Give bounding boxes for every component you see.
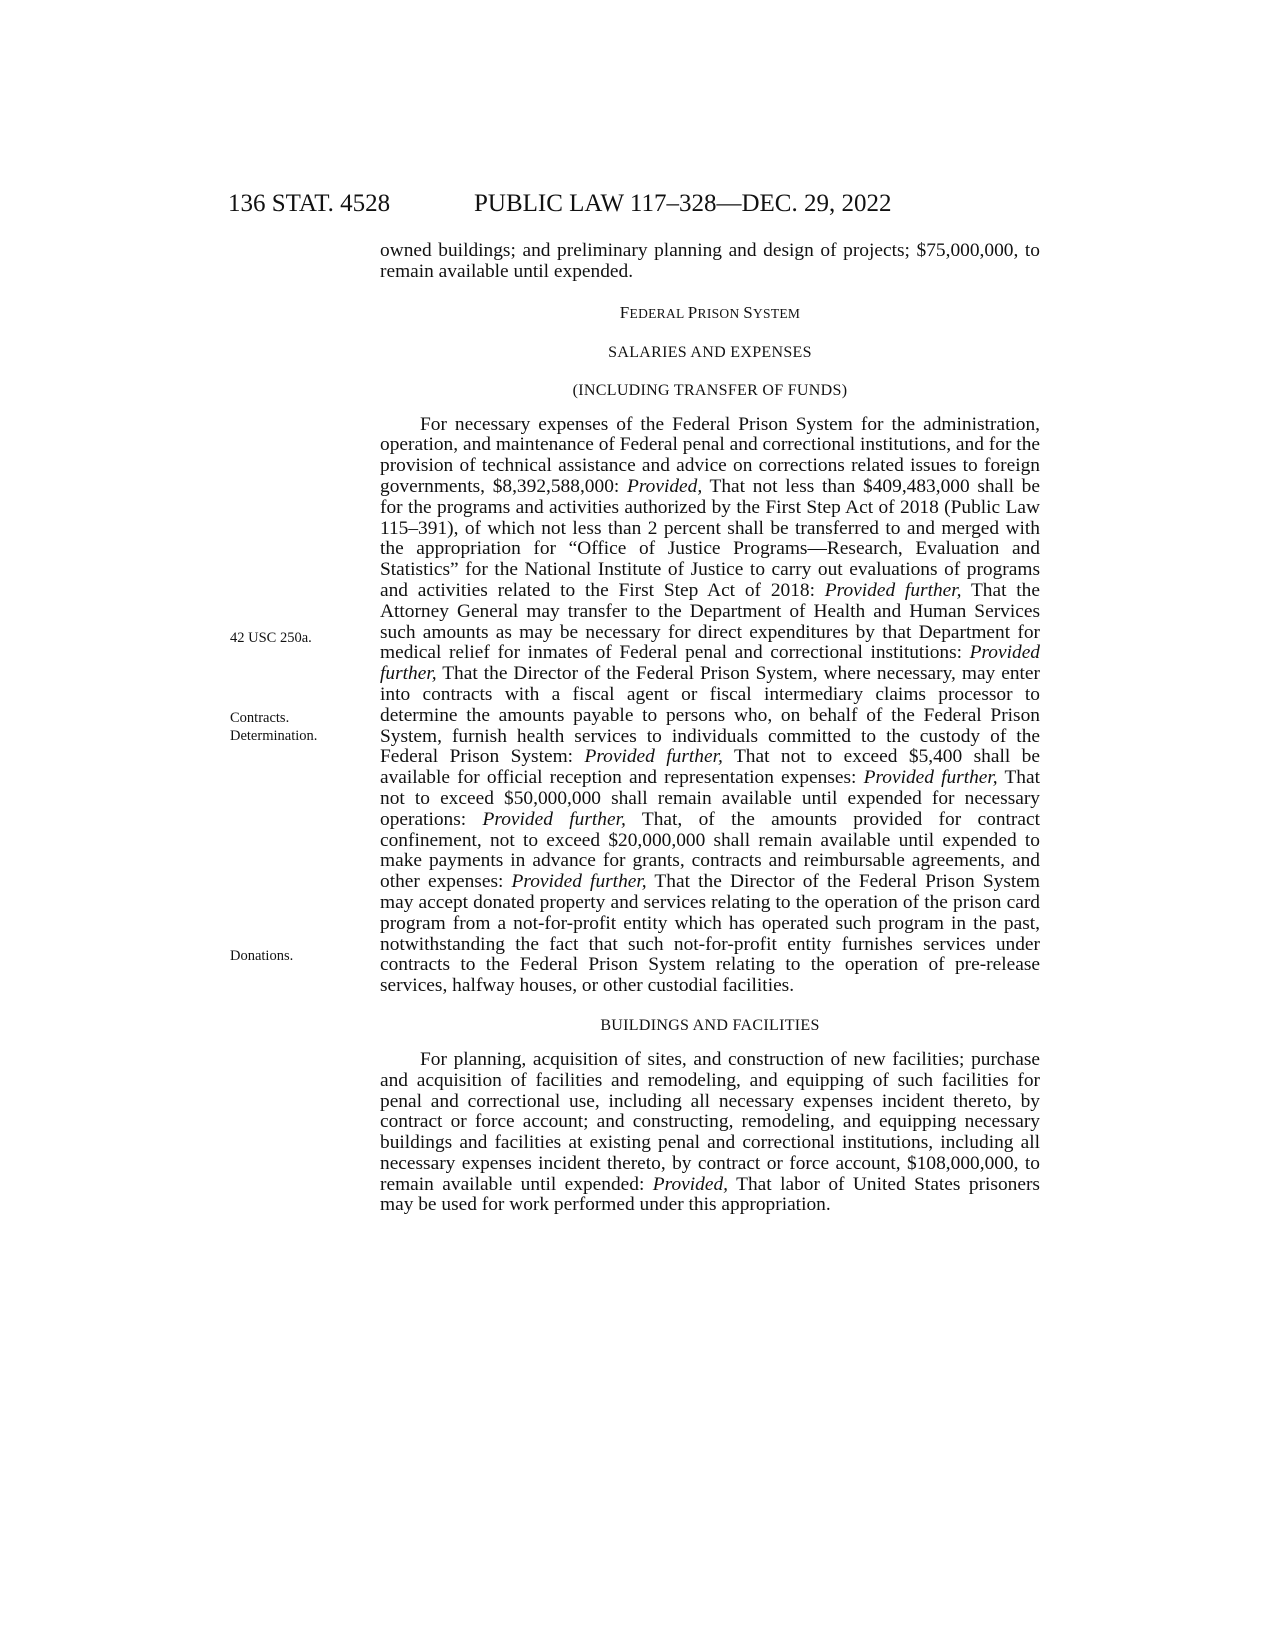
margin-note-contracts: Contracts. [230,710,290,726]
public-law-title: PUBLIC LAW 117–328—DEC. 29, 2022 [474,190,892,217]
stat-reference: 136 STAT. 4528 [228,190,391,217]
running-head [228,188,1040,224]
proviso: Provided further, [482,808,626,830]
body-column [380,241,1040,1216]
heading-buildings-and-facilities: BUILDINGS AND FACILITIES [600,1016,820,1034]
heading-federal-prison-system: FEDERAL PRISON SYSTEM [619,302,801,322]
salaries-and-expenses-paragraph: For necessary expenses of the Federal Prison System for the administration, operation, and maintenance of Federal penal and correctional institutions, and for the provision of technical assistance and advice on corrections related issues to foreign governments, $8,392,588,000: Provided, That not less than $409,483,000 shall be for the programs and activities authorized by the First Step Act of 2018 (Public Law 115–391), of which not less than 2 percent shall be transferred to and merged with the appropriation for “Office of Justice Programs—Research, Evaluation and Statistics” for the National Institute of Justice to carry out evaluations of programs and activities related to the First Step Act of 2018: Provided further, That the Attorney General may transfer to the Department of Health and Human Services such amounts as may be necessary for direct expenditures by that Department for medical relief for inmates of Federal penal and correctional institutions: Provided further, That the Director of the Federal Prison System, where necessary, may enter into contracts with a fiscal agent or fiscal intermediary claims processor to determine the amounts payable to persons who, on behalf of the Federal Prison System, furnish health services to individuals committed to the custody of the Federal Prison System: Provided further, That not to exceed $5,400 shall be available for official reception and representation expenses: Provided further, That not to exceed $50,000,000 shall remain available until expended for necessary operations: Provided further, That, of the amounts provided for contract confinement, not to exceed $20,000,000 shall remain available until expended to make payments in advance for grants, contracts and reimbursable agreements, and other expenses: Provided further, That the Director of the Federal Prison System may accept donated property and services relating to the operation of the prison card program from a not-for-profit entity which has operated such program in the past, notwithstanding the fact that such not-for-profit entity furnishes services under contracts to the Federal Prison System relating to the operation of pre-release services, halfway houses, or other custodial facilities. [380,413,1040,997]
buildings-and-facilities-paragraph: For planning, acquisition of sites, and construction of new facilities; purchase and acquisition of facilities and remodeling, and equipping of such facilities for penal and correctional use, including all necessary expenses incident thereto, by contract or force account; and constructing, remodeling, and equipping necessary buildings and facilities at existing penal and correctional institutions, including all necessary expenses incident thereto, by contract or force account, $108,000,000, to remain available until expended: Provided, That labor of United States prisoners may be used for work performed under this appropriation. [380,1048,1040,1216]
proviso: Provided further, [863,767,998,789]
proviso: Provided further, [511,871,647,893]
proviso: Provided, [652,1173,729,1195]
proviso: Provided further, [824,579,962,601]
continuation-paragraph: owned buildings; and preliminary planning and design of projects; $75,000,000, to remain available until expended. [380,240,1040,282]
margin-note-donations: Donations. [230,948,294,964]
proviso: Provided further, [380,642,1040,685]
margin-note-determination: Determination. [230,728,318,744]
heading-salaries-and-expenses: SALARIES AND EXPENSES [608,343,812,361]
proviso: Provided, [626,475,703,497]
margin-note-usc: 42 USC 250a. [230,630,312,646]
proviso: Provided further, [584,746,723,768]
heading-including-transfer-of-funds: (INCLUDING TRANSFER OF FUNDS) [572,381,848,399]
